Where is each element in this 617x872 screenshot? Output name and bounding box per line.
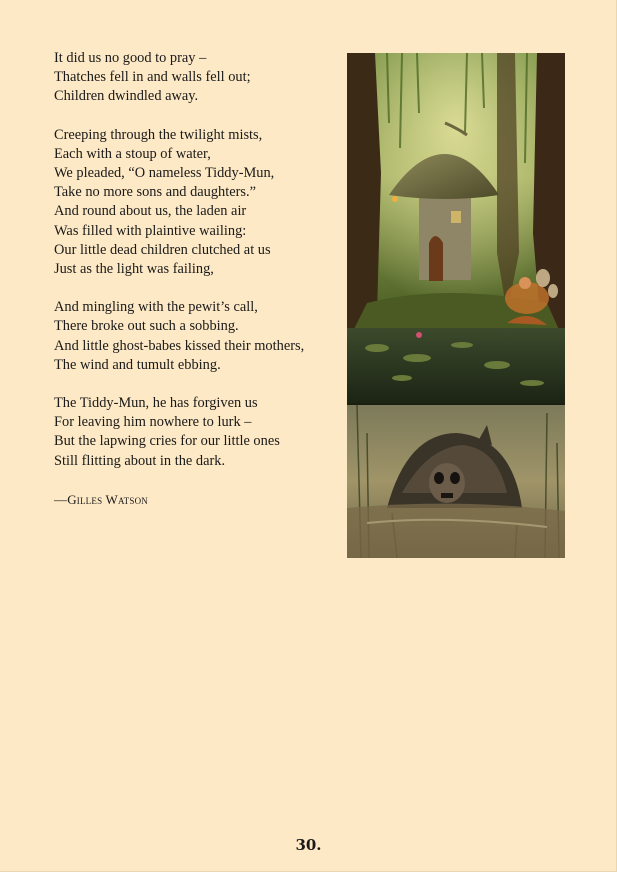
poem-line: Our little dead children clutched at us	[54, 241, 271, 258]
poem-line: And little ghost-babes kissed their mothers,	[54, 337, 305, 354]
poem-line: And mingling with the pewit’s call,	[54, 299, 258, 316]
poem-line: But the lapwing cries for our little ones	[54, 433, 280, 450]
poem-line: There broke out such a sobbing.	[54, 318, 239, 335]
illustration-image	[347, 53, 565, 558]
poem-line: Take no more sons and daughters.”	[54, 184, 257, 201]
poem-line: Creeping through the twilight mists,	[54, 126, 263, 143]
poem-line: The wind and tumult ebbing.	[54, 356, 221, 373]
poem-line: The Tiddy-Mun, he has forgiven us	[54, 395, 258, 412]
page-number: 30.	[295, 836, 322, 854]
stanza-2	[54, 126, 339, 280]
stanza-3	[54, 298, 339, 375]
stanza-1	[54, 49, 339, 107]
poem-line: Still flitting about in the dark.	[54, 452, 226, 469]
poem-line: Just as the light was failing,	[54, 261, 214, 278]
poem-line: Children dwindled away.	[54, 88, 199, 105]
poem-line: Thatches fell in and walls fell out;	[54, 69, 251, 86]
illustration	[347, 53, 565, 558]
poem-line: For leaving him nowhere to lurk –	[54, 414, 252, 431]
poem-line: It did us no good to pray –	[54, 50, 207, 66]
poem	[54, 49, 339, 509]
poem-line: Was filled with plaintive wailing:	[54, 222, 247, 239]
poem-author: —Gilles Watson	[54, 491, 148, 507]
poem-line: Each with a stoup of water,	[54, 145, 211, 162]
poem-line: And round about us, the laden air	[54, 203, 247, 220]
poem-line: We pleaded, “O nameless Tiddy-Mun,	[54, 165, 275, 182]
stanza-4	[54, 394, 339, 471]
